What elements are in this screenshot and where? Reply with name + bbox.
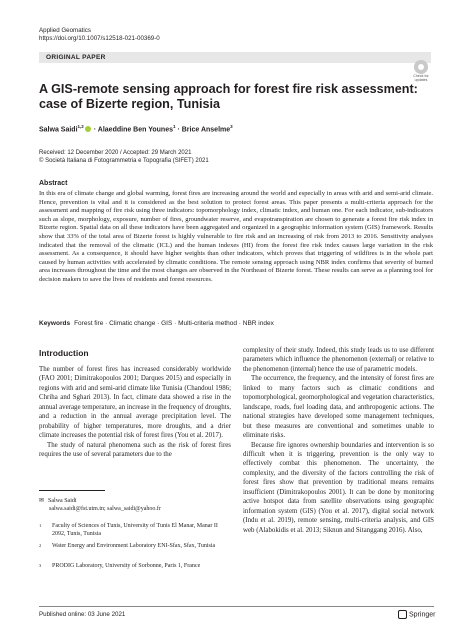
author-list (39, 124, 233, 133)
left-column (39, 365, 231, 460)
article-type: ORIGINAL PAPER (46, 53, 106, 61)
check-updates-label: Check for updates (413, 74, 429, 82)
paragraph: The occurrence, the frequency, and the intensity of forest fires are linked to many factors such as climatic conditions and topomorphological, geomorphological and vegetation characteristics, landscape, roads, fuel loading data, and anthropogenic actions. The national strategies have developed some management techniques, but these measures are conventional and sometimes unable to eliminate risks. (243, 375, 434, 440)
author-affil-sup: 3 (230, 124, 233, 129)
footnote-divider (39, 490, 105, 491)
paragraph: The number of forest fires has increased considerably worldwide (FAO 2001; Dimitrakopoulos 2001; Darques 2015) and especially in regions with arid and semi-arid climate like Tunisia (Chandoul 1986; Chriha and Sghari 2013). In fact, climate data showed a rise in the annual average temperature, an increase in the frequency of droughts, and a reduction in the annual average precipitation level. The probability of higher temperatures, more droughts, and a drier climate increases the potential risk of forest fires (You et al. 2017). (39, 366, 231, 440)
keywords (39, 320, 433, 327)
received-accepted: Received: 12 December 2020 / Accepted: 29 March 2021 (39, 150, 192, 156)
article-dates (39, 149, 209, 165)
author-affil-sup: 1 (172, 124, 176, 129)
affiliation: 1 Faculty of Sciences of Tunis, University of Tunis El Manar, Manar II 2092, Tunis, Tunisia (39, 523, 218, 537)
author-name[interactable]: Alaeddine Ben Younes (97, 126, 173, 134)
copyright-line: © Società Italiana di Fotogrammetria e Topografia (SIFET) 2021 (39, 158, 209, 164)
keywords-text: Forest fire · Climatic change · GIS · Multi-criteria method · NBR index (74, 320, 274, 327)
springer-horse-icon (398, 610, 407, 619)
author-affil-sup: 1,2 (77, 124, 84, 129)
correspondence (39, 497, 231, 513)
article-type-bar (39, 52, 431, 63)
envelope-icon: ✉ (39, 498, 45, 504)
orcid-icon[interactable] (85, 126, 91, 132)
keywords-label: Keywords (39, 320, 71, 327)
publisher-logo (398, 610, 435, 619)
article-title: A GIS-remote sensing approach for forest fire risk assessment: case of Bizerte region, Tunisia (39, 82, 418, 111)
abstract-heading: Abstract (39, 180, 68, 187)
affiliation: 3 PRODIG Laboratory, University of Sorbonne, Paris 1, France (39, 563, 201, 569)
journal-header (39, 27, 160, 43)
introduction-heading: Introduction (39, 348, 89, 358)
journal-name: Applied Geomatics (39, 27, 91, 34)
corresponding-author: Salwa Saidi (48, 498, 77, 504)
author-name[interactable]: Brice Anselme (181, 126, 231, 134)
paragraph: complexity of their study. Indeed, this study leads us to use different parameters which influence the phenomenon (external) or relative to the phenomenon (internal) hence the use of parametric models. (243, 347, 434, 373)
author-separator: · (177, 126, 180, 134)
check-updates-icon (414, 60, 428, 74)
paragraph: Because fire ignores ownership boundaries and intervention is so difficult when it is triggering, prevention is the only way to effectively combat this phenomenon. The uncertainty, the complexity, and the diversity of the factors controlling the risk of forest fires show that prevention by traditional means remains insufficient (Dimitrakopoulos 2001). It can be done by monitoring active hotspot data from satellite observations using geographic information system (GIS) (You et al. 2017), digital social network (Indu et al. 2019), remote sensing, multi-criteria analysis, and GIS web (Alabokidis et al. 2013; Siknun and Sitanggang 2016). Also, (243, 441, 434, 534)
right-column (243, 346, 434, 535)
author-separator: · (93, 126, 97, 134)
affiliation: 2 Water Energy and Environment Laboratory ENI-Sfax, Sfax, Tunisia (39, 543, 216, 549)
published-online: Published online: 03 June 2021 (39, 611, 126, 618)
publisher-name: Springer (409, 611, 436, 619)
author-name[interactable]: Salwa Saidi (39, 126, 78, 134)
check-for-updates-badge[interactable] (410, 60, 432, 82)
paragraph: The study of natural phenomena such as the risk of forest fires requires the use of several parameters due to the (39, 441, 231, 459)
corresponding-email[interactable]: salwa.saidi@fst.utm.tn; salwa_saidi@yahoo.fr (49, 506, 161, 512)
journal-doi[interactable]: https://doi.org/10.1007/s12518-021-00369-0 (39, 35, 160, 42)
abstract-text: In this era of climate change and global warming, forest fires are increasing around the world and especially in areas with arid and semi-arid climate. Hence, prevention is vital and it is considered as the best solution to protect forest areas. This paper presents a multi-criteria approach for the assessment and mapping of fire risk using three indicators: topomorphology index, climatic index, and human one. For each indicator, sub-indicators such as slope, morphology, exposure, number of fires, groundwater reserve, and evapotranspiration are chosen to generate a forest fire risk index in Bizerte region. Spatial data on all these indicators have been aggregated and organized in a geographic information system (GIS) framework. Results show that 33% of the total area of Bizerte forest is highly vulnerable to fire risk and an increasing of risk from 2013 to 2016. Sensitivity analyses indicated that the removal of the climatic (ICL) and the human indexes (HI) from the forest fire risk index causes large variation in the risk assessment. As a consequence, it should have higher weights than other indicators, which proves that triggering of wildfires is in the whole part caused by human activities with accelerated by climatic conditions. The remote sensing approach using NBR index confirms that severity of burned area increases throughout the time and the most changes are observed in the Northeast of Bizerte forest. These results can serve as a planning tool for decision makers to save the lives of residents and forest resources. (39, 190, 433, 283)
footer-divider (39, 606, 434, 607)
